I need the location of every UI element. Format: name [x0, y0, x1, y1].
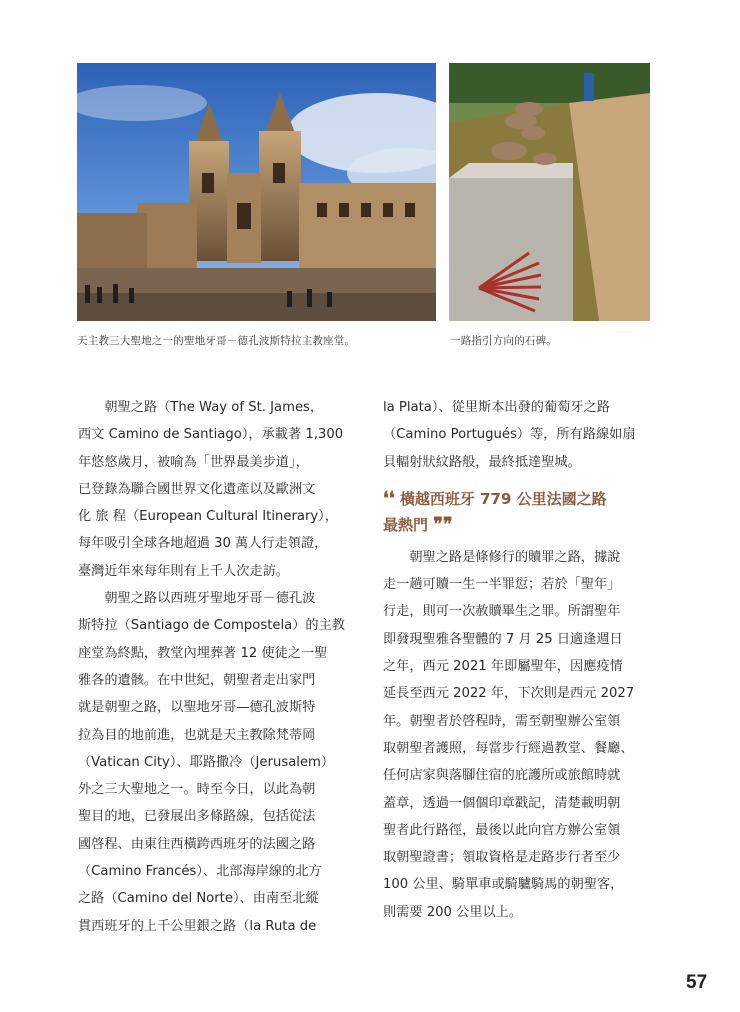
text-line: 貝輻射狀紋路般，最終抵達聖城。 [383, 454, 581, 470]
text-line: 座堂為終點，教堂內埋葬著 12 使徒之一聖 [78, 645, 328, 661]
close-quote-icon: ❞❞ [433, 513, 453, 535]
text-line: 走一趟可贖一生一半罪愆；若於「聖年」 [383, 577, 621, 593]
paragraph-routes [78, 585, 346, 940]
text-line: 拉為目的地前進，也就是天主教除梵蒂岡 [78, 727, 316, 743]
section-heading [383, 486, 651, 538]
heading-line-1: 橫越西班牙 779 公里法國之路 [399, 489, 607, 508]
paragraph-holy-year [383, 544, 651, 926]
text-line: 年。朝聖者於啓程時，需至朝聖辦公室領 [383, 713, 621, 729]
page-number: 57 [686, 972, 708, 993]
text-line: 聖者此行路徑，最後以此向官方辦公室領 [383, 822, 621, 838]
text-line: 每年吸引全球各地超過 30 萬人行走領證， [78, 536, 328, 552]
text-line: 外之三大聖地之一。時至今日，以此為朝 [78, 782, 316, 798]
text-line: 化 旅 程（European Cultural Itinerary）， [78, 509, 338, 525]
text-line: 斯特拉（Santiago de Compostela）的主教 [78, 618, 345, 634]
text-line: 已登錄為聯合國世界文化遺產以及歐洲文 [78, 481, 316, 497]
text-line: 西文 Camino de Santiago），承載著 1,300 [78, 427, 344, 443]
text-line: （Camino Francés）、北部海岸線的北方 [78, 864, 322, 880]
paragraph-routes-continued [383, 394, 651, 476]
text-line: 取朝聖證書；領取資格是走路步行者至少 [383, 850, 621, 866]
photo-caption-stone: 一路指引方向的石碑。 [450, 335, 557, 347]
open-quote-icon: ❛❛ [383, 487, 395, 509]
text-line: （Vatican City）、耶路撒冷（Jerusalem） [78, 754, 335, 770]
paragraph-intro [78, 394, 346, 585]
article-column-left [78, 394, 346, 940]
text-line: 年悠悠歲月，被喻為「世界最美步道」， [78, 454, 309, 470]
heading-line-2: 最熱門 [383, 515, 429, 534]
text-line: 則需要 200 公里以上。 [383, 904, 523, 920]
text-line: 國啓程、由東往西橫跨西班牙的法國之路 [78, 836, 316, 852]
cathedral-photo [77, 63, 436, 321]
text-line: （Camino Portugués）等，所有路線如扇 [383, 427, 636, 443]
text-line: la Plata）、從里斯本出發的葡萄牙之路 [383, 400, 610, 415]
waymarker-stone-photo [449, 63, 650, 321]
text-line: 雅各的遺骸。在中世紀，朝聖者走出家門 [78, 672, 316, 688]
article-column-right [383, 394, 651, 926]
text-line: 朝聖之路是條修行的贖罪之路，據說 [383, 549, 621, 565]
photo-caption-cathedral: 天主教三大聖地之一的聖地牙哥－德孔波斯特拉主教座堂。 [77, 335, 356, 347]
text-line: 取朝聖者護照，每當步行經過教堂、餐廳、 [383, 740, 634, 756]
text-line: 聖目的地，已發展出多條路線，包括從法 [78, 809, 316, 825]
text-line: 100 公里、騎單車或騎驢騎馬的朝聖客， [383, 877, 624, 893]
text-line: 朝聖之路以西班牙聖地牙哥－德孔波 [78, 591, 316, 607]
text-line: 蓋章，透過一個個印章戳記，清楚載明朝 [383, 795, 621, 811]
text-line: 延長至西元 2022 年，下次則是西元 2027 [383, 686, 635, 702]
text-line: 朝聖之路（The Way of St. James， [78, 400, 324, 415]
text-line: 任何店家與落腳住宿的庇護所或旅館時就 [383, 768, 621, 784]
text-line: 之路（Camino del Norte）、由南至北縱 [78, 891, 319, 907]
text-line: 臺灣近年來每年則有上千人次走訪。 [78, 563, 289, 579]
text-line: 貫西班牙的上千公里銀之路（la Ruta de [78, 918, 317, 934]
text-line: 即發現聖雅各聖體的 7 月 25 日適逢週日 [383, 631, 623, 647]
text-line: 行走，則可一次赦贖畢生之罪。所謂聖年 [383, 604, 621, 620]
text-line: 就是朝聖之路，以聖地牙哥—德孔波斯特 [78, 700, 316, 716]
text-line: 之年，西元 2021 年即屬聖年，因應疫情 [383, 659, 623, 675]
